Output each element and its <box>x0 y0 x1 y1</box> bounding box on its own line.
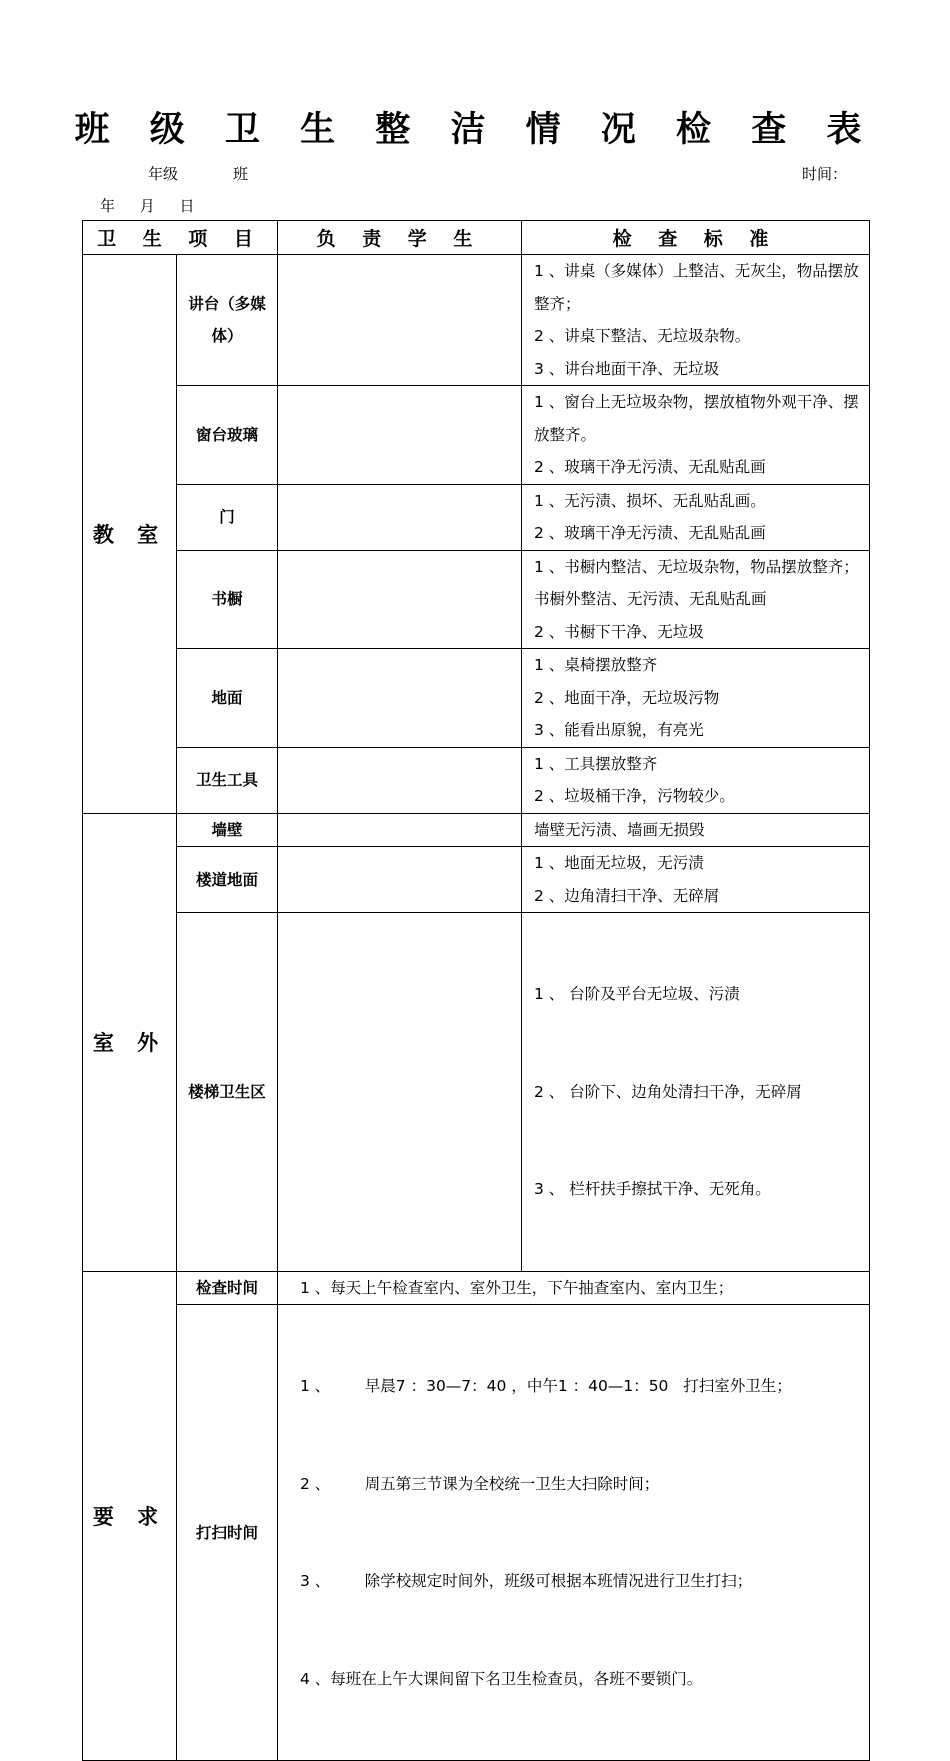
table-row <box>83 484 870 550</box>
standard-line: 3 、讲台地面干净、无垃圾 <box>534 359 720 378</box>
student-cell[interactable] <box>278 386 522 485</box>
header-standard: 检 查 标 准 <box>522 221 870 255</box>
item-cell: 楼道地面 <box>177 847 278 913</box>
inspection-table <box>82 220 870 1761</box>
time-label: 时间： <box>802 165 848 183</box>
table-row <box>83 913 870 1272</box>
grade-label: 年级 <box>148 165 179 183</box>
item-cell: 楼梯卫生区 <box>177 913 278 1272</box>
requirement-line: 1 、 早晨7 ：30—7：40 ，中午1 ：40—1：50 打扫室外卫生； <box>300 1377 792 1395</box>
student-cell[interactable] <box>278 847 522 913</box>
date-label: 年 月 日 <box>100 197 195 215</box>
item-cell: 卫生工具 <box>177 747 278 813</box>
item-cell: 墙壁 <box>177 813 278 847</box>
standard-cell <box>522 386 870 485</box>
item-cell: 打扫时间 <box>177 1305 278 1761</box>
student-cell[interactable] <box>278 484 522 550</box>
standard-line: 3 、能看出原貌，有亮光 <box>534 721 704 739</box>
requirement-line: 2 、 周五第三节课为全校统一卫生大扫除时间； <box>300 1474 660 1493</box>
standard-line: 2 、讲桌下整洁、无垃圾杂物。 <box>534 327 751 345</box>
header-item: 卫 生 项 目 <box>83 221 278 255</box>
page-title: 班 级 卫 生 整 洁 情 况 检 查 表 <box>74 110 876 150</box>
standard-line: 1 、 台阶及平台无垃圾、污渍 <box>534 985 740 1003</box>
standard-line: 1 、工具摆放整齐 <box>534 754 658 773</box>
table-row <box>83 550 870 649</box>
table-row <box>83 255 870 386</box>
item-cell: 门 <box>177 484 278 550</box>
category-requirements: 要 求 <box>83 1271 177 1761</box>
item-cell: 检查时间 <box>177 1271 278 1305</box>
item-cell: 书橱 <box>177 550 278 649</box>
item-cell: 讲台（多媒体） <box>177 255 278 386</box>
standard-line: 2 、玻璃干净无污渍、无乱贴乱画 <box>534 458 766 476</box>
standard-line: 2 、书橱下干净、无垃圾 <box>534 622 704 641</box>
header-student: 负 责 学 生 <box>278 221 522 255</box>
table-row <box>83 1305 870 1761</box>
table-row <box>83 847 870 913</box>
requirement-line: 1 、每天上午检查室内、室外卫生，下午抽查室内、室内卫生； <box>300 1278 734 1297</box>
student-cell[interactable] <box>278 550 522 649</box>
standard-cell <box>522 913 870 1272</box>
standard-line: 1 、讲桌（多媒体）上整洁、无灰尘，物品摆放整齐； <box>534 262 859 313</box>
standard-line: 1 、无污渍、损坏、无乱贴乱画。 <box>534 491 766 510</box>
student-cell[interactable] <box>278 649 522 748</box>
table-row <box>83 747 870 813</box>
standard-line: 1 、桌椅摆放整齐 <box>534 656 658 674</box>
item-cell: 窗台玻璃 <box>177 386 278 485</box>
standard-cell <box>522 847 870 913</box>
requirement-cell <box>278 1271 870 1305</box>
table-row <box>83 813 870 847</box>
table-header <box>83 221 870 255</box>
item-cell: 地面 <box>177 649 278 748</box>
student-cell[interactable] <box>278 813 522 847</box>
standard-line: 1 、书橱内整洁、无垃圾杂物，物品摆放整齐；书橱外整洁、无污渍、无乱贴乱画 <box>534 557 859 608</box>
student-cell[interactable] <box>278 255 522 386</box>
standard-line: 1 、地面无垃圾，无污渍 <box>534 854 704 872</box>
standard-line: 3 、 栏杆扶手擦拭干净、无死角。 <box>534 1180 771 1198</box>
requirement-line: 3 、 除学校规定时间外，班级可根据本班情况进行卫生打扫； <box>300 1572 753 1590</box>
standard-cell <box>522 649 870 748</box>
standard-cell <box>522 255 870 386</box>
requirement-line: 4 、每班在上午大课间留下名卫生检查员，各班不要锁门。 <box>300 1669 703 1688</box>
student-cell[interactable] <box>278 747 522 813</box>
requirement-cell <box>278 1305 870 1761</box>
standard-line: 墙壁无污渍、墙画无损毁 <box>534 820 705 839</box>
category-classroom: 教 室 <box>83 255 177 814</box>
category-outdoor: 室 外 <box>83 813 177 1271</box>
standard-cell <box>522 484 870 550</box>
table-row <box>83 1271 870 1305</box>
standard-line: 2 、地面干净，无垃圾污物 <box>534 688 720 707</box>
standard-cell <box>522 747 870 813</box>
class-label: 班 <box>233 165 249 183</box>
standard-line: 2 、玻璃干净无污渍、无乱贴乱画 <box>534 524 766 542</box>
standard-line: 1 、窗台上无垃圾杂物，摆放植物外观干净、摆放整齐。 <box>534 393 859 444</box>
standard-cell <box>522 813 870 847</box>
table-row <box>83 386 870 485</box>
table-row <box>83 649 870 748</box>
student-cell[interactable] <box>278 913 522 1272</box>
standard-line: 2 、 台阶下、边角处清扫干净，无碎屑 <box>534 1082 802 1101</box>
standard-line: 2 、垃圾桶干净，污物较少。 <box>534 787 735 805</box>
standard-line: 2 、边角清扫干净、无碎屑 <box>534 886 720 905</box>
standard-cell <box>522 550 870 649</box>
